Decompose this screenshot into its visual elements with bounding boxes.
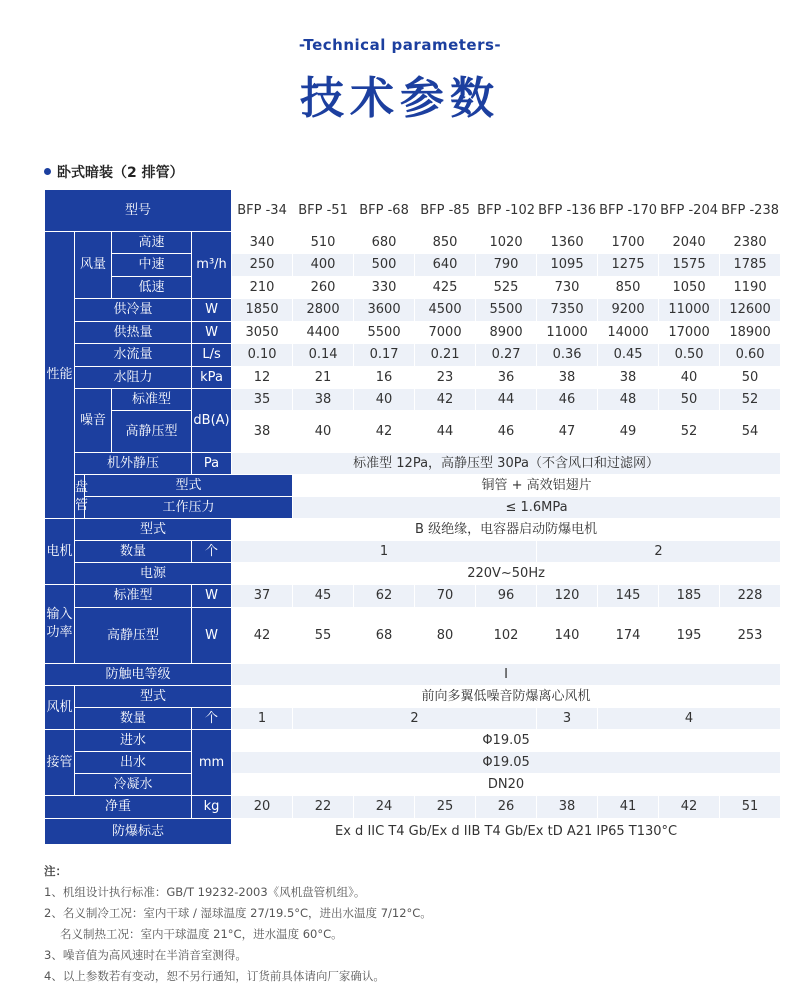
- input-power-high-static-label: 高静压型: [75, 608, 192, 664]
- input-power-standard-label: 标准型: [75, 585, 192, 608]
- table-cell: 36: [476, 367, 537, 389]
- notes: [44, 861, 432, 987]
- table-cell: 1785: [720, 254, 781, 277]
- table-cell: 1700: [598, 232, 659, 254]
- table-cell: 47: [537, 411, 598, 453]
- table-cell: 790: [476, 254, 537, 277]
- table-cell: 24: [354, 796, 415, 819]
- water-flow-label: 水流量: [75, 344, 192, 367]
- note-item: 2、名义制冷工况：室内干球 / 湿球温度 27/19.5°C，进出水温度 7/12°C。: [44, 906, 432, 920]
- airflow-high-row: [45, 232, 781, 254]
- water-resistance-row: [45, 367, 781, 389]
- table-cell: 8900: [476, 322, 537, 344]
- motor-power-row: [45, 563, 781, 585]
- table-cell: 35: [232, 389, 293, 411]
- table-cell: 40: [354, 389, 415, 411]
- table-cell: 210: [232, 277, 293, 299]
- noise-high-static-label: 高静压型: [112, 411, 192, 453]
- noise-high-static-row: [45, 411, 781, 453]
- table-cell: 730: [537, 277, 598, 299]
- noise-standard-label: 标准型: [112, 389, 192, 411]
- motor-qty-row: [45, 541, 781, 563]
- table-cell: 330: [354, 277, 415, 299]
- table-cell: 260: [293, 277, 354, 299]
- table-cell: 1190: [720, 277, 781, 299]
- table-cell: 1575: [659, 254, 720, 277]
- table-cell: 70: [415, 585, 476, 608]
- table-cell: 54: [720, 411, 781, 453]
- table-cell: 3050: [232, 322, 293, 344]
- table-cell: 850: [598, 277, 659, 299]
- water-flow-row: [45, 344, 781, 367]
- table-cell: 1095: [537, 254, 598, 277]
- shock-protection-value: I: [232, 664, 781, 686]
- table-cell: 50: [720, 367, 781, 389]
- pipe-inlet-value: Φ19.05: [232, 730, 781, 752]
- table-cell: 0.14: [293, 344, 354, 367]
- table-cell: 42: [415, 389, 476, 411]
- motor-type-value: B 级绝缘，电容器启动防爆电机: [232, 519, 781, 541]
- coil-pressure-row: [45, 497, 781, 519]
- table-cell: 0.21: [415, 344, 476, 367]
- airflow-low-row: [45, 277, 781, 299]
- table-cell: 44: [415, 411, 476, 453]
- airflow-mid-row: [45, 254, 781, 277]
- noise-group-label: 噪音: [75, 389, 112, 453]
- model-cell: BFP -34: [232, 190, 293, 232]
- table-cell: 68: [354, 608, 415, 664]
- input-power-standard-unit: W: [192, 585, 232, 608]
- heating-row: [45, 322, 781, 344]
- table-cell: 23: [415, 367, 476, 389]
- table-cell: 25: [415, 796, 476, 819]
- table-cell: 46: [537, 389, 598, 411]
- table-cell: 20: [232, 796, 293, 819]
- cooling-unit: W: [192, 299, 232, 322]
- pipe-condensate-row: [45, 774, 781, 796]
- motor-qty-label: 数量: [75, 541, 192, 563]
- noise-unit: dB(A): [192, 389, 232, 453]
- table-cell: 7350: [537, 299, 598, 322]
- table-cell: 0.10: [232, 344, 293, 367]
- model-cell: BFP -85: [415, 190, 476, 232]
- motor-power-value: 220V~50Hz: [232, 563, 781, 585]
- pipe-outlet-row: [45, 752, 781, 774]
- motor-power-label: 电源: [75, 563, 232, 585]
- airflow-unit: m³/h: [192, 232, 232, 299]
- table-cell: 18900: [720, 322, 781, 344]
- static-pressure-unit: Pa: [192, 453, 232, 475]
- table-cell: 11000: [537, 322, 598, 344]
- table-cell: 52: [720, 389, 781, 411]
- pipe-unit: mm: [192, 730, 232, 796]
- table-cell: 38: [537, 367, 598, 389]
- product-section-heading: [44, 162, 184, 182]
- table-cell: 253: [720, 608, 781, 664]
- model-cell: BFP -170: [598, 190, 659, 232]
- coil-pressure-label: 工作压力: [85, 497, 293, 519]
- table-cell: 1850: [232, 299, 293, 322]
- table-cell: 145: [598, 585, 659, 608]
- table-cell: 510: [293, 232, 354, 254]
- net-weight-unit: kg: [192, 796, 232, 819]
- table-cell: 340: [232, 232, 293, 254]
- pipe-condensate-label: 冷凝水: [75, 774, 192, 796]
- coil-pressure-value: ≤ 1.6MPa: [293, 497, 781, 519]
- table-cell: 38: [293, 389, 354, 411]
- fan-qty-row: [45, 708, 781, 730]
- table-cell: 1360: [537, 232, 598, 254]
- shock-protection-label: 防触电等级: [45, 664, 232, 686]
- model-label: 型号: [45, 190, 232, 232]
- section-title: 卧式暗装（2 排管）: [57, 165, 184, 181]
- note-item: 名义制热工况：室内干球温度 21°C，进水温度 60°C。: [60, 927, 343, 941]
- static-pressure-row: [45, 453, 781, 475]
- fan-qty-value: 1: [232, 708, 293, 730]
- cooling-label: 供冷量: [75, 299, 192, 322]
- table-cell: 2380: [720, 232, 781, 254]
- input-power-standard-row: [45, 585, 781, 608]
- net-weight-label: 净重: [45, 796, 192, 819]
- airflow-low-label: 低速: [112, 277, 192, 299]
- explosion-mark-value: Ex d IIC T4 Gb/Ex d IIB T4 Gb/Ex tD A21 IP65 T130°C: [232, 819, 781, 845]
- table-cell: 3600: [354, 299, 415, 322]
- table-cell: 640: [415, 254, 476, 277]
- table-cell: 500: [354, 254, 415, 277]
- heating-label: 供热量: [75, 322, 192, 344]
- table-cell: 46: [476, 411, 537, 453]
- airflow-high-label: 高速: [112, 232, 192, 254]
- table-cell: 38: [537, 796, 598, 819]
- net-weight-row: [45, 796, 781, 819]
- table-cell: 7000: [415, 322, 476, 344]
- bullet-dot-icon: [44, 168, 51, 175]
- model-cell: BFP -136: [537, 190, 598, 232]
- table-cell: 120: [537, 585, 598, 608]
- coil-group-label: 盘管: [75, 475, 85, 519]
- table-cell: 5500: [354, 322, 415, 344]
- table-cell: 2800: [293, 299, 354, 322]
- table-cell: 0.36: [537, 344, 598, 367]
- table-cell: 14000: [598, 322, 659, 344]
- model-cell: BFP -68: [354, 190, 415, 232]
- table-cell: 102: [476, 608, 537, 664]
- input-power-group-label: 输入功率: [45, 585, 75, 664]
- fan-qty-label: 数量: [75, 708, 192, 730]
- input-power-high-static-row: [45, 608, 781, 664]
- table-cell: 0.50: [659, 344, 720, 367]
- table-cell: 1050: [659, 277, 720, 299]
- fan-qty-value: 3: [537, 708, 598, 730]
- spec-table: [44, 189, 781, 845]
- table-cell: 0.45: [598, 344, 659, 367]
- performance-label: 性能: [45, 232, 75, 519]
- static-pressure-label: 机外静压: [75, 453, 192, 475]
- fan-type-row: [45, 686, 781, 708]
- coil-type-value: 铜管 + 高效铝翅片: [293, 475, 781, 497]
- pipe-outlet-value: Φ19.05: [232, 752, 781, 774]
- table-cell: 42: [232, 608, 293, 664]
- table-cell: 55: [293, 608, 354, 664]
- table-cell: 51: [720, 796, 781, 819]
- table-cell: 26: [476, 796, 537, 819]
- table-cell: 525: [476, 277, 537, 299]
- table-cell: 42: [659, 796, 720, 819]
- notes-title: 注：: [44, 864, 67, 878]
- table-cell: 250: [232, 254, 293, 277]
- pipe-group-label: 接管: [45, 730, 75, 796]
- table-cell: 41: [598, 796, 659, 819]
- table-cell: 45: [293, 585, 354, 608]
- airflow-group-label: 风量: [75, 232, 112, 299]
- motor-qty-value: 1: [232, 541, 537, 563]
- table-cell: 228: [720, 585, 781, 608]
- coil-type-row: [45, 475, 781, 497]
- table-cell: 0.27: [476, 344, 537, 367]
- table-cell: 38: [232, 411, 293, 453]
- table-cell: 22: [293, 796, 354, 819]
- fan-type-value: 前向多翼低噪音防爆离心风机: [232, 686, 781, 708]
- fan-qty-unit: 个: [192, 708, 232, 730]
- pipe-inlet-label: 进水: [75, 730, 192, 752]
- static-pressure-value: 标准型 12Pa，高静压型 30Pa（不含风口和过滤网）: [232, 453, 781, 475]
- table-cell: 80: [415, 608, 476, 664]
- note-item: 3、噪音值为高风速时在半消音室测得。: [44, 948, 247, 962]
- table-cell: 40: [659, 367, 720, 389]
- table-cell: 21: [293, 367, 354, 389]
- table-cell: 16: [354, 367, 415, 389]
- table-cell: 49: [598, 411, 659, 453]
- fan-qty-value: 4: [598, 708, 781, 730]
- table-cell: 62: [354, 585, 415, 608]
- noise-standard-row: [45, 389, 781, 411]
- model-cell: BFP -51: [293, 190, 354, 232]
- model-cell: BFP -238: [720, 190, 781, 232]
- table-cell: 50: [659, 389, 720, 411]
- table-cell: 17000: [659, 322, 720, 344]
- water-resistance-label: 水阻力: [75, 367, 192, 389]
- table-cell: 425: [415, 277, 476, 299]
- airflow-mid-label: 中速: [112, 254, 192, 277]
- explosion-mark-row: [45, 819, 781, 845]
- pipe-inlet-row: [45, 730, 781, 752]
- table-cell: 174: [598, 608, 659, 664]
- note-item: 4、以上参数若有变动，恕不另行通知，订货前具体请向厂家确认。: [44, 969, 385, 983]
- table-cell: 42: [354, 411, 415, 453]
- heating-unit: W: [192, 322, 232, 344]
- page-title: 技术参数: [300, 73, 500, 124]
- motor-group-label: 电机: [45, 519, 75, 585]
- model-cell: BFP -204: [659, 190, 720, 232]
- motor-type-label: 型式: [75, 519, 232, 541]
- cooling-row: [45, 299, 781, 322]
- table-cell: 195: [659, 608, 720, 664]
- table-cell: 48: [598, 389, 659, 411]
- pipe-outlet-label: 出水: [75, 752, 192, 774]
- table-cell: 52: [659, 411, 720, 453]
- table-cell: 0.60: [720, 344, 781, 367]
- explosion-mark-label: 防爆标志: [45, 819, 232, 845]
- table-cell: 1275: [598, 254, 659, 277]
- model-row: [45, 190, 781, 232]
- table-cell: 4500: [415, 299, 476, 322]
- table-cell: 185: [659, 585, 720, 608]
- table-cell: 44: [476, 389, 537, 411]
- table-cell: 400: [293, 254, 354, 277]
- section-subtitle: -Technical parameters-: [298, 36, 502, 54]
- table-cell: 96: [476, 585, 537, 608]
- table-cell: 4400: [293, 322, 354, 344]
- table-cell: 12600: [720, 299, 781, 322]
- table-cell: 140: [537, 608, 598, 664]
- motor-qty-value: 2: [537, 541, 781, 563]
- table-cell: 38: [598, 367, 659, 389]
- fan-qty-value: 2: [293, 708, 537, 730]
- table-cell: 11000: [659, 299, 720, 322]
- fan-group-label: 风机: [45, 686, 75, 730]
- fan-type-label: 型式: [75, 686, 232, 708]
- input-power-high-static-unit: W: [192, 608, 232, 664]
- table-cell: 2040: [659, 232, 720, 254]
- coil-type-label: 型式: [85, 475, 293, 497]
- table-cell: 680: [354, 232, 415, 254]
- motor-type-row: [45, 519, 781, 541]
- motor-qty-unit: 个: [192, 541, 232, 563]
- table-cell: 40: [293, 411, 354, 453]
- table-cell: 1020: [476, 232, 537, 254]
- table-cell: 9200: [598, 299, 659, 322]
- model-cell: BFP -102: [476, 190, 537, 232]
- table-cell: 12: [232, 367, 293, 389]
- table-cell: 850: [415, 232, 476, 254]
- water-resistance-unit: kPa: [192, 367, 232, 389]
- table-cell: 5500: [476, 299, 537, 322]
- table-cell: 0.17: [354, 344, 415, 367]
- water-flow-unit: L/s: [192, 344, 232, 367]
- pipe-condensate-value: DN20: [232, 774, 781, 796]
- note-item: 1、机组设计执行标准：GB/T 19232-2003《风机盘管机组》。: [44, 885, 366, 899]
- shock-protection-row: [45, 664, 781, 686]
- table-cell: 37: [232, 585, 293, 608]
